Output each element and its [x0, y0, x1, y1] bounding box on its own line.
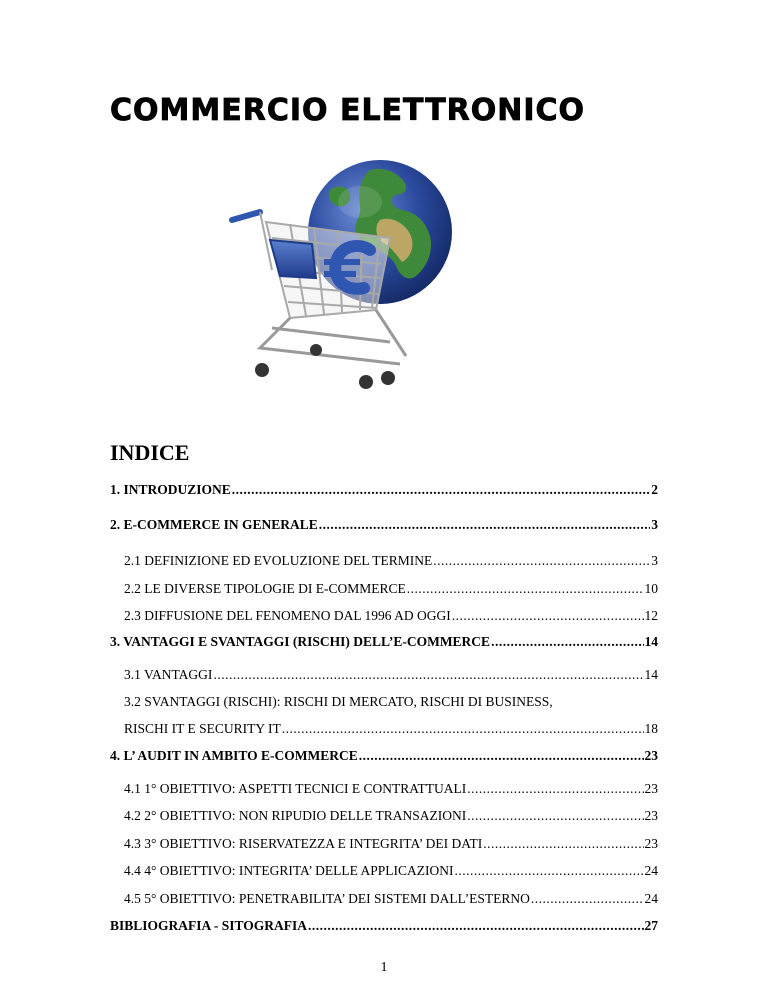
toc-entry-label: 4.4 4° OBIETTIVO: INTEGRITA’ DELLE APPLICAZIONI [124, 863, 454, 878]
toc-leader-dots [455, 863, 644, 879]
toc-entry-label: 4.3 3° OBIETTIVO: RISERVATEZZA E INTEGRITA’ DEI DATI [124, 836, 483, 851]
toc-entry-page: 2 [651, 482, 658, 497]
toc-entry[interactable] [110, 634, 658, 650]
toc-entry-page: 24 [644, 863, 658, 878]
toc-entry-label: 2.1 DEFINIZIONE ED EVOLUZIONE DEL TERMINE [124, 553, 433, 568]
toc-leader-dots [319, 517, 650, 533]
toc-leader-dots [232, 482, 650, 498]
toc-entry-page: 12 [644, 608, 658, 623]
toc-entry[interactable] [110, 517, 658, 533]
toc-leader-dots [359, 748, 644, 764]
toc-leader-dots [483, 836, 643, 852]
toc-entry[interactable] [124, 667, 658, 683]
index-heading: INDICE [110, 440, 190, 465]
toc-entry-page: 14 [644, 667, 658, 682]
toc-leader-dots [467, 808, 643, 824]
document-title: COMMERCIO ELETTRONICO [110, 93, 586, 128]
toc-leader-dots [282, 721, 644, 737]
toc-entry[interactable] [110, 482, 658, 498]
toc-entry-label: 2.2 LE DIVERSE TIPOLOGIE DI E-COMMERCE [124, 581, 406, 596]
toc-entry[interactable] [110, 748, 658, 764]
toc-entry[interactable] [124, 608, 658, 624]
toc-entry-label: BIBLIOGRAFIA - SITOGRAFIA [110, 918, 308, 933]
toc-entry-page: 23 [644, 781, 658, 796]
toc-entry-label: 4. L’ AUDIT IN AMBITO E-COMMERCE [110, 748, 358, 763]
toc-leader-dots [433, 553, 650, 569]
toc-entry[interactable] [124, 891, 658, 907]
toc-entry-label: 4.2 2° OBIETTIVO: NON RIPUDIO DELLE TRANSAZIONI [124, 808, 467, 823]
toc-entry-label: 2.3 DIFFUSIONE DEL FENOMENO DAL 1996 AD OGGI [124, 608, 451, 623]
toc-entry-label: 4.1 1° OBIETTIVO: ASPETTI TECNICI E CONTRATTUALI [124, 781, 467, 796]
toc-entry-label: 3.1 VANTAGGI [124, 667, 213, 682]
toc-entry-page: 14 [644, 634, 658, 649]
toc-entry-page: 18 [644, 721, 658, 736]
toc-leader-dots [452, 608, 644, 624]
toc-leader-dots [407, 581, 644, 597]
toc-entry-label: RISCHI IT E SECURITY IT [124, 721, 281, 736]
toc-entry-label: 3.2 SVANTAGGI (RISCHI): RISCHI DI MERCATO, RISCHI DI BUSINESS, [124, 694, 553, 709]
toc-entry-label: 3. VANTAGGI E SVANTAGGI (RISCHI) DELL’E-COMMERCE [110, 634, 491, 649]
toc-entry[interactable] [124, 694, 553, 710]
toc-entry-page: 3 [651, 553, 658, 568]
toc-entry-page: 23 [644, 748, 658, 763]
toc-entry-page: 23 [644, 836, 658, 851]
toc-entry-page: 10 [644, 581, 658, 596]
toc-leader-dots [491, 634, 643, 650]
toc-entry[interactable] [110, 918, 658, 934]
toc-entry[interactable] [124, 721, 658, 737]
toc-leader-dots [467, 781, 643, 797]
toc-entry-page: 24 [644, 891, 658, 906]
toc-entry-page: 3 [651, 517, 658, 532]
toc-entry[interactable] [124, 808, 658, 824]
toc-entry-label: 1. INTRODUZIONE [110, 482, 231, 497]
toc-entry-page: 23 [644, 808, 658, 823]
globe-shopping-cart-euro-illustration [220, 150, 460, 400]
toc-entry-page: 27 [644, 918, 658, 933]
page-number: 1 [380, 960, 388, 975]
toc-leader-dots [531, 891, 644, 907]
toc-leader-dots [308, 918, 643, 934]
toc-entry-label: 2. E-COMMERCE IN GENERALE [110, 517, 318, 532]
toc-entry[interactable] [124, 581, 658, 597]
toc-entry[interactable] [124, 553, 658, 569]
toc-entry-label: 4.5 5° OBIETTIVO: PENETRABILITA’ DEI SISTEMI DALL’ESTERNO [124, 891, 530, 906]
toc-entry[interactable] [124, 836, 658, 852]
toc-entry[interactable] [124, 781, 658, 797]
toc-entry[interactable] [124, 863, 658, 879]
toc-leader-dots [213, 667, 643, 683]
